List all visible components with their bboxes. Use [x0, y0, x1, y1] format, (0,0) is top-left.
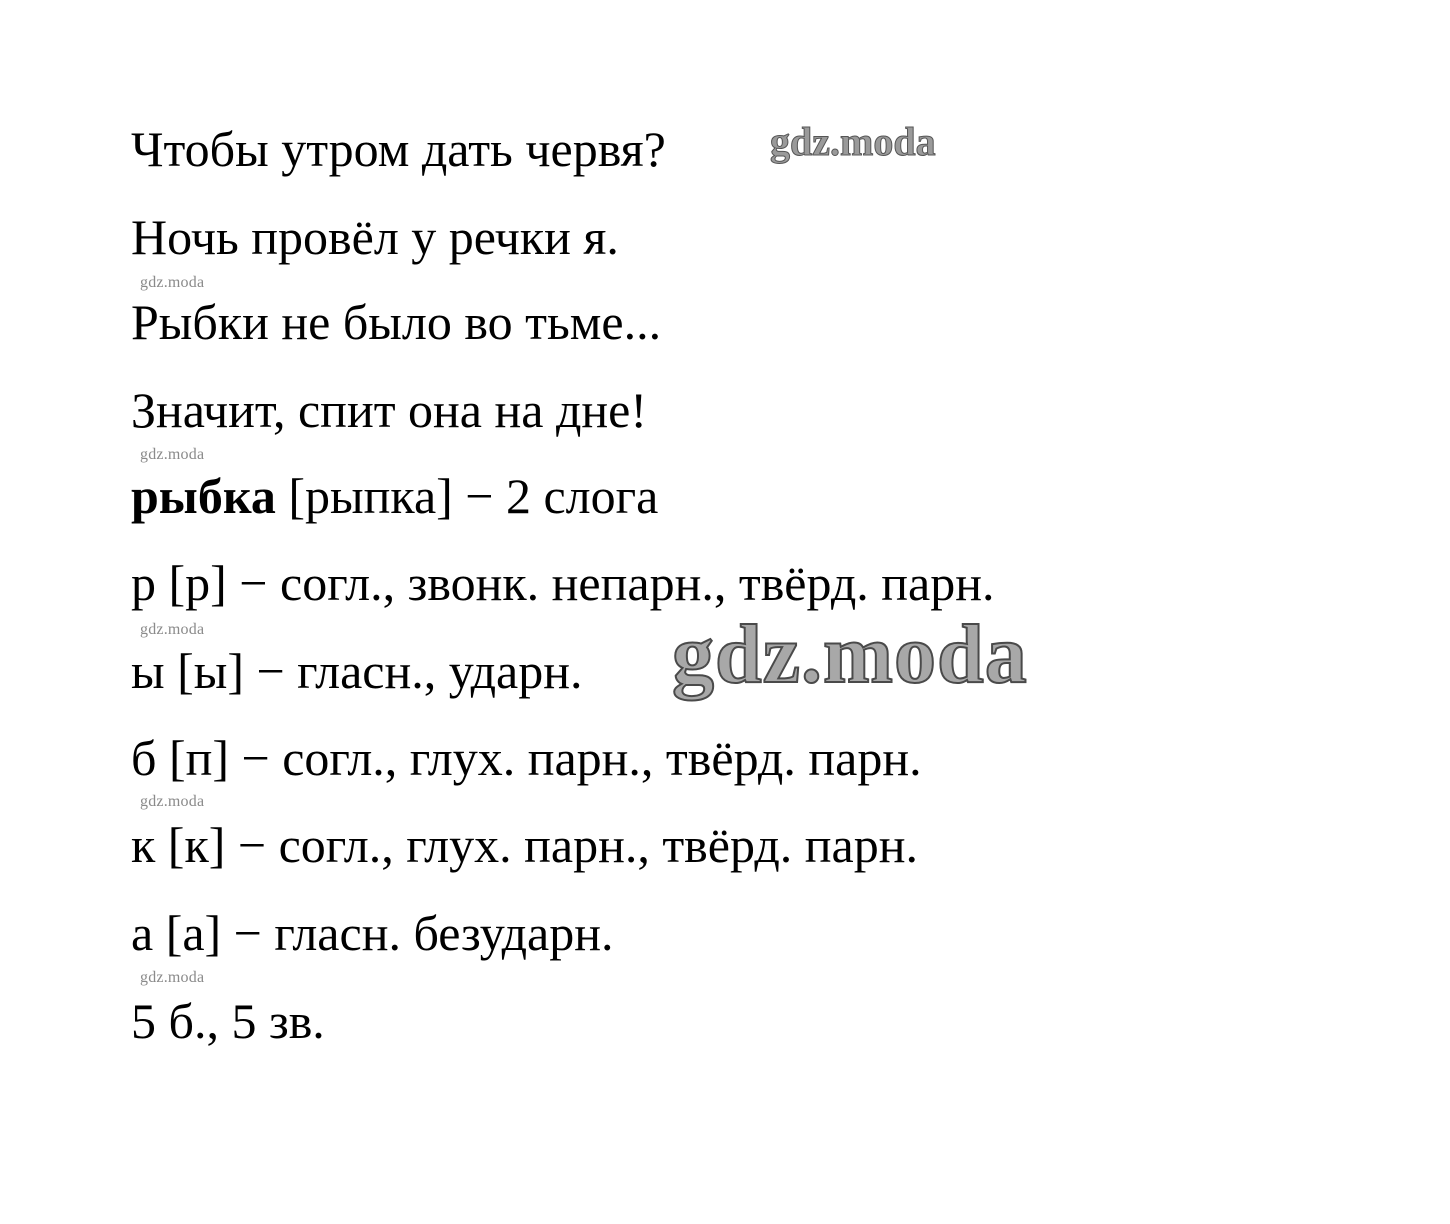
analyzed-word: рыбка — [131, 468, 276, 524]
watermark-small-2: gdz.moda — [140, 446, 205, 463]
poem-line-4: Значит, спит она на дне! — [131, 382, 647, 438]
sound-line-1: р [р] − согл., звонк. непарн., твёрд. парн. — [131, 555, 995, 611]
poem-line-2: Ночь провёл у речки я. — [131, 209, 619, 265]
sound-line-5: а [а] − гласн. безударн. — [131, 905, 614, 961]
summary-line: 5 б., 5 зв. — [131, 993, 325, 1049]
watermark-small-4: gdz.moda — [140, 793, 205, 810]
sound-line-4: к [к] − согл., глух. парн., твёрд. парн. — [131, 817, 918, 873]
watermark-small-5: gdz.moda — [140, 969, 205, 986]
sound-line-3: б [п] − согл., глух. парн., твёрд. парн. — [131, 730, 922, 786]
watermark-small-1: gdz.moda — [140, 274, 205, 291]
watermark-small-3: gdz.moda — [140, 621, 205, 638]
poem-line-1: Чтобы утром дать червя? — [131, 121, 666, 177]
word-heading — [131, 468, 659, 524]
poem-line-3: Рыбки не было во тьме... — [131, 294, 662, 350]
watermark-medium: gdz.moda — [770, 119, 936, 164]
sound-line-2: ы [ы] − гласн., ударн. — [131, 643, 583, 699]
watermark-large: gdz.moda — [672, 608, 1028, 701]
transcription-and-syllables: [рыпка] − 2 слога — [275, 468, 659, 524]
